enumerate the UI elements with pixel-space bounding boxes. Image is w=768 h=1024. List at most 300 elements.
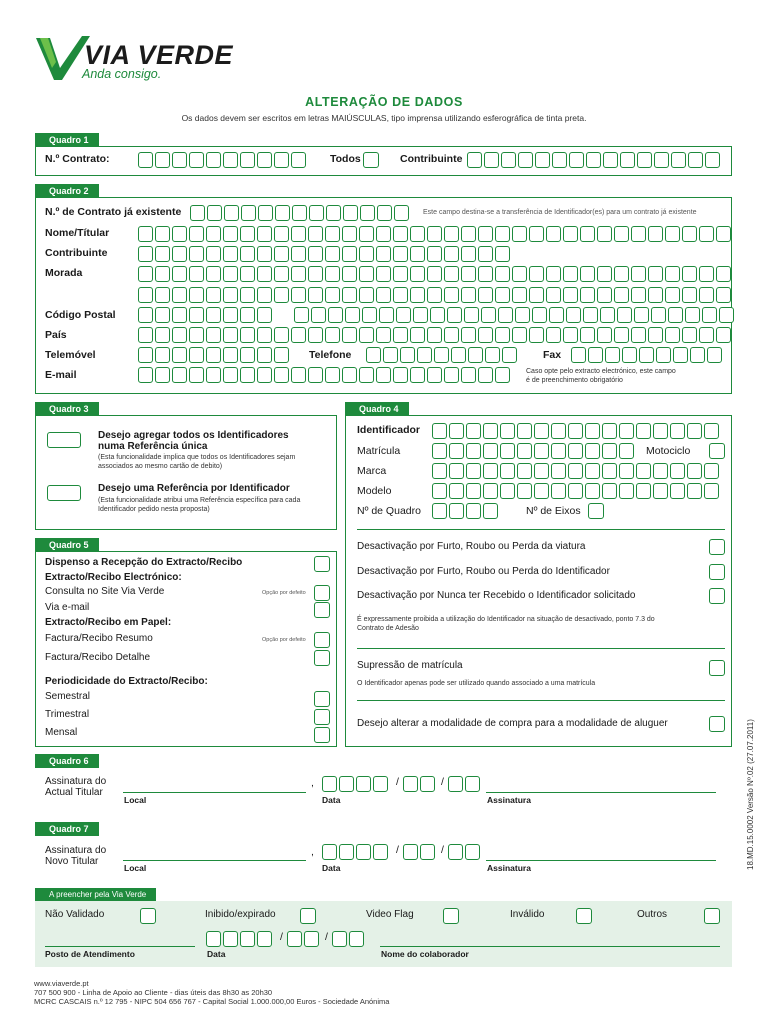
char-box[interactable] <box>517 483 532 499</box>
email-input[interactable] <box>138 367 510 383</box>
char-box[interactable] <box>223 367 238 383</box>
contrato-input[interactable] <box>138 152 306 168</box>
char-box[interactable] <box>359 367 374 383</box>
char-box[interactable] <box>483 423 498 439</box>
char-box[interactable] <box>430 307 445 323</box>
char-box[interactable] <box>356 844 371 860</box>
char-box[interactable] <box>648 266 663 282</box>
char-box[interactable] <box>257 367 272 383</box>
char-box[interactable] <box>467 152 482 168</box>
consulta-checkbox[interactable] <box>314 585 330 601</box>
char-box[interactable] <box>461 367 476 383</box>
char-box[interactable] <box>206 931 221 947</box>
char-box[interactable] <box>500 463 515 479</box>
char-box[interactable] <box>529 327 544 343</box>
char-box[interactable] <box>427 287 442 303</box>
char-box[interactable] <box>325 226 340 242</box>
char-box[interactable] <box>571 347 586 363</box>
char-box[interactable] <box>189 327 204 343</box>
char-box[interactable] <box>308 246 323 262</box>
telemovel-input[interactable] <box>138 347 289 363</box>
char-box[interactable] <box>138 307 153 323</box>
char-box[interactable] <box>376 367 391 383</box>
char-box[interactable] <box>342 226 357 242</box>
char-box[interactable] <box>339 844 354 860</box>
char-box[interactable] <box>512 327 527 343</box>
assinatura-line[interactable] <box>486 792 716 793</box>
char-box[interactable] <box>403 776 418 792</box>
char-box[interactable] <box>189 367 204 383</box>
semestral-checkbox[interactable] <box>314 691 330 707</box>
nao-validado-checkbox[interactable] <box>140 908 156 924</box>
char-box[interactable] <box>339 776 354 792</box>
char-box[interactable] <box>189 226 204 242</box>
char-box[interactable] <box>172 152 187 168</box>
char-box[interactable] <box>583 307 598 323</box>
char-box[interactable] <box>648 226 663 242</box>
char-box[interactable] <box>704 483 719 499</box>
char-box[interactable] <box>500 483 515 499</box>
char-box[interactable] <box>342 266 357 282</box>
char-box[interactable] <box>403 844 418 860</box>
char-box[interactable] <box>356 776 371 792</box>
vv-date-year[interactable] <box>332 931 364 947</box>
char-box[interactable] <box>393 367 408 383</box>
char-box[interactable] <box>580 327 595 343</box>
char-box[interactable] <box>485 347 500 363</box>
char-box[interactable] <box>619 423 634 439</box>
char-box[interactable] <box>585 423 600 439</box>
char-box[interactable] <box>546 266 561 282</box>
char-box[interactable] <box>138 327 153 343</box>
char-box[interactable] <box>304 931 319 947</box>
char-box[interactable] <box>308 287 323 303</box>
matricula-input[interactable] <box>432 443 634 459</box>
char-box[interactable] <box>597 287 612 303</box>
char-box[interactable] <box>478 287 493 303</box>
char-box[interactable] <box>614 266 629 282</box>
char-box[interactable] <box>534 443 549 459</box>
char-box[interactable] <box>654 152 669 168</box>
char-box[interactable] <box>138 367 153 383</box>
char-box[interactable] <box>410 226 425 242</box>
char-box[interactable] <box>240 367 255 383</box>
char-box[interactable] <box>366 347 381 363</box>
char-box[interactable] <box>342 367 357 383</box>
char-box[interactable] <box>585 483 600 499</box>
char-box[interactable] <box>665 287 680 303</box>
char-box[interactable] <box>393 246 408 262</box>
char-box[interactable] <box>308 367 323 383</box>
char-box[interactable] <box>207 205 222 221</box>
char-box[interactable] <box>155 347 170 363</box>
char-box[interactable] <box>155 367 170 383</box>
char-box[interactable] <box>639 347 654 363</box>
char-box[interactable] <box>206 246 221 262</box>
char-box[interactable] <box>466 463 481 479</box>
char-box[interactable] <box>432 483 447 499</box>
char-box[interactable] <box>631 287 646 303</box>
char-box[interactable] <box>602 423 617 439</box>
inibido-checkbox[interactable] <box>300 908 316 924</box>
char-box[interactable] <box>449 463 464 479</box>
char-box[interactable] <box>688 152 703 168</box>
char-box[interactable] <box>588 347 603 363</box>
char-box[interactable] <box>223 931 238 947</box>
char-box[interactable] <box>668 307 683 323</box>
char-box[interactable] <box>240 226 255 242</box>
char-box[interactable] <box>376 266 391 282</box>
char-box[interactable] <box>349 931 364 947</box>
char-box[interactable] <box>342 246 357 262</box>
char-box[interactable] <box>410 246 425 262</box>
char-box[interactable] <box>552 152 567 168</box>
char-box[interactable] <box>172 327 187 343</box>
char-box[interactable] <box>682 287 697 303</box>
char-box[interactable] <box>257 931 272 947</box>
char-box[interactable] <box>546 327 561 343</box>
char-box[interactable] <box>432 503 447 519</box>
char-box[interactable] <box>517 423 532 439</box>
char-box[interactable] <box>427 327 442 343</box>
char-box[interactable] <box>444 226 459 242</box>
char-box[interactable] <box>512 287 527 303</box>
char-box[interactable] <box>580 287 595 303</box>
char-box[interactable] <box>636 423 651 439</box>
char-box[interactable] <box>394 205 409 221</box>
char-box[interactable] <box>291 152 306 168</box>
char-box[interactable] <box>580 266 595 282</box>
char-box[interactable] <box>240 152 255 168</box>
char-box[interactable] <box>671 152 686 168</box>
char-box[interactable] <box>393 266 408 282</box>
char-box[interactable] <box>690 347 705 363</box>
char-box[interactable] <box>241 205 256 221</box>
char-box[interactable] <box>359 246 374 262</box>
char-box[interactable] <box>631 327 646 343</box>
char-box[interactable] <box>189 287 204 303</box>
char-box[interactable] <box>172 246 187 262</box>
char-box[interactable] <box>376 327 391 343</box>
char-box[interactable] <box>189 307 204 323</box>
char-box[interactable] <box>189 347 204 363</box>
char-box[interactable] <box>240 246 255 262</box>
char-box[interactable] <box>328 307 343 323</box>
via-email-checkbox[interactable] <box>314 602 330 618</box>
char-box[interactable] <box>495 367 510 383</box>
char-box[interactable] <box>291 287 306 303</box>
char-box[interactable] <box>257 287 272 303</box>
char-box[interactable] <box>223 347 238 363</box>
char-box[interactable] <box>687 463 702 479</box>
char-box[interactable] <box>240 931 255 947</box>
char-box[interactable] <box>240 347 255 363</box>
char-box[interactable] <box>605 347 620 363</box>
char-box[interactable] <box>704 423 719 439</box>
identificador-input[interactable] <box>432 423 719 439</box>
char-box[interactable] <box>673 347 688 363</box>
char-box[interactable] <box>665 226 680 242</box>
pais-input[interactable] <box>138 327 731 343</box>
char-box[interactable] <box>551 423 566 439</box>
video-flag-checkbox[interactable] <box>443 908 459 924</box>
char-box[interactable] <box>653 483 668 499</box>
char-box[interactable] <box>291 367 306 383</box>
char-box[interactable] <box>568 463 583 479</box>
date-month-input[interactable] <box>403 844 435 860</box>
char-box[interactable] <box>670 423 685 439</box>
char-box[interactable] <box>665 266 680 282</box>
char-box[interactable] <box>512 226 527 242</box>
char-box[interactable] <box>529 226 544 242</box>
char-box[interactable] <box>597 327 612 343</box>
char-box[interactable] <box>602 483 617 499</box>
char-box[interactable] <box>309 205 324 221</box>
char-box[interactable] <box>223 327 238 343</box>
char-box[interactable] <box>206 307 221 323</box>
char-box[interactable] <box>155 327 170 343</box>
char-box[interactable] <box>551 483 566 499</box>
char-box[interactable] <box>495 287 510 303</box>
nome-input[interactable] <box>138 226 731 242</box>
char-box[interactable] <box>566 307 581 323</box>
char-box[interactable] <box>707 347 722 363</box>
char-box[interactable] <box>546 287 561 303</box>
char-box[interactable] <box>257 246 272 262</box>
char-box[interactable] <box>206 347 221 363</box>
char-box[interactable] <box>563 226 578 242</box>
char-box[interactable] <box>376 246 391 262</box>
char-box[interactable] <box>360 205 375 221</box>
char-box[interactable] <box>597 266 612 282</box>
char-box[interactable] <box>585 463 600 479</box>
char-box[interactable] <box>653 463 668 479</box>
char-box[interactable] <box>257 266 272 282</box>
char-box[interactable] <box>172 307 187 323</box>
char-box[interactable] <box>568 483 583 499</box>
char-box[interactable] <box>138 347 153 363</box>
char-box[interactable] <box>359 287 374 303</box>
char-box[interactable] <box>619 463 634 479</box>
char-box[interactable] <box>636 463 651 479</box>
char-box[interactable] <box>449 423 464 439</box>
char-box[interactable] <box>274 287 289 303</box>
char-box[interactable] <box>393 226 408 242</box>
char-box[interactable] <box>224 205 239 221</box>
agregar-checkbox[interactable] <box>47 432 81 448</box>
char-box[interactable] <box>483 463 498 479</box>
char-box[interactable] <box>155 246 170 262</box>
char-box[interactable] <box>501 152 516 168</box>
char-box[interactable] <box>603 152 618 168</box>
char-box[interactable] <box>682 266 697 282</box>
char-box[interactable] <box>326 205 341 221</box>
char-box[interactable] <box>518 152 533 168</box>
char-box[interactable] <box>257 152 272 168</box>
detalhe-checkbox[interactable] <box>314 650 330 666</box>
char-box[interactable] <box>478 327 493 343</box>
referencia-checkbox[interactable] <box>47 485 81 501</box>
char-box[interactable] <box>483 483 498 499</box>
char-box[interactable] <box>682 226 697 242</box>
date-day-input[interactable] <box>322 844 388 860</box>
char-box[interactable] <box>223 287 238 303</box>
date-year-input[interactable] <box>448 844 480 860</box>
char-box[interactable] <box>461 226 476 242</box>
char-box[interactable] <box>373 776 388 792</box>
char-box[interactable] <box>377 205 392 221</box>
char-box[interactable] <box>502 347 517 363</box>
contribuinte1-input[interactable] <box>467 152 720 168</box>
char-box[interactable] <box>704 463 719 479</box>
char-box[interactable] <box>155 287 170 303</box>
char-box[interactable] <box>495 226 510 242</box>
char-box[interactable] <box>716 287 731 303</box>
char-box[interactable] <box>619 443 634 459</box>
char-box[interactable] <box>529 266 544 282</box>
char-box[interactable] <box>172 266 187 282</box>
char-box[interactable] <box>484 152 499 168</box>
char-box[interactable] <box>172 347 187 363</box>
char-box[interactable] <box>413 307 428 323</box>
char-box[interactable] <box>223 266 238 282</box>
char-box[interactable] <box>410 287 425 303</box>
char-box[interactable] <box>223 307 238 323</box>
char-box[interactable] <box>373 844 388 860</box>
char-box[interactable] <box>483 503 498 519</box>
char-box[interactable] <box>291 246 306 262</box>
char-box[interactable] <box>257 327 272 343</box>
telefone-input[interactable] <box>366 347 517 363</box>
char-box[interactable] <box>534 423 549 439</box>
aluguer-checkbox[interactable] <box>709 716 725 732</box>
char-box[interactable] <box>257 226 272 242</box>
char-box[interactable] <box>665 327 680 343</box>
char-box[interactable] <box>619 483 634 499</box>
char-box[interactable] <box>549 307 564 323</box>
char-box[interactable] <box>155 226 170 242</box>
char-box[interactable] <box>512 266 527 282</box>
char-box[interactable] <box>308 327 323 343</box>
char-box[interactable] <box>325 246 340 262</box>
char-box[interactable] <box>551 463 566 479</box>
char-box[interactable] <box>427 367 442 383</box>
char-box[interactable] <box>517 463 532 479</box>
char-box[interactable] <box>716 327 731 343</box>
char-box[interactable] <box>466 443 481 459</box>
char-box[interactable] <box>223 246 238 262</box>
char-box[interactable] <box>287 931 302 947</box>
char-box[interactable] <box>396 307 411 323</box>
char-box[interactable] <box>517 443 532 459</box>
char-box[interactable] <box>379 307 394 323</box>
char-box[interactable] <box>602 463 617 479</box>
outros-checkbox[interactable] <box>704 908 720 924</box>
char-box[interactable] <box>325 327 340 343</box>
char-box[interactable] <box>580 226 595 242</box>
char-box[interactable] <box>449 443 464 459</box>
char-box[interactable] <box>274 226 289 242</box>
char-box[interactable] <box>240 307 255 323</box>
char-box[interactable] <box>376 287 391 303</box>
char-box[interactable] <box>466 503 481 519</box>
char-box[interactable] <box>427 226 442 242</box>
char-box[interactable] <box>138 287 153 303</box>
char-box[interactable] <box>461 287 476 303</box>
char-box[interactable] <box>500 423 515 439</box>
char-box[interactable] <box>614 327 629 343</box>
char-box[interactable] <box>274 327 289 343</box>
dispenso-checkbox[interactable] <box>314 556 330 572</box>
char-box[interactable] <box>620 152 635 168</box>
char-box[interactable] <box>448 844 463 860</box>
char-box[interactable] <box>291 266 306 282</box>
supressao-checkbox[interactable] <box>709 660 725 676</box>
quadro-input[interactable] <box>432 503 498 519</box>
char-box[interactable] <box>699 327 714 343</box>
colaborador-line[interactable] <box>380 946 720 947</box>
char-box[interactable] <box>478 226 493 242</box>
char-box[interactable] <box>206 226 221 242</box>
char-box[interactable] <box>308 226 323 242</box>
char-box[interactable] <box>478 367 493 383</box>
char-box[interactable] <box>393 327 408 343</box>
char-box[interactable] <box>563 287 578 303</box>
char-box[interactable] <box>617 307 632 323</box>
char-box[interactable] <box>483 443 498 459</box>
date-year-input[interactable] <box>448 776 480 792</box>
char-box[interactable] <box>383 347 398 363</box>
char-box[interactable] <box>534 463 549 479</box>
char-box[interactable] <box>495 246 510 262</box>
trimestral-checkbox[interactable] <box>314 709 330 725</box>
char-box[interactable] <box>466 483 481 499</box>
char-box[interactable] <box>478 246 493 262</box>
char-box[interactable] <box>362 307 377 323</box>
char-box[interactable] <box>468 347 483 363</box>
char-box[interactable] <box>294 307 309 323</box>
char-box[interactable] <box>359 226 374 242</box>
char-box[interactable] <box>461 246 476 262</box>
char-box[interactable] <box>420 844 435 860</box>
char-box[interactable] <box>569 152 584 168</box>
char-box[interactable] <box>292 205 307 221</box>
char-box[interactable] <box>461 266 476 282</box>
char-box[interactable] <box>343 205 358 221</box>
char-box[interactable] <box>449 503 464 519</box>
char-box[interactable] <box>274 246 289 262</box>
char-box[interactable] <box>138 152 153 168</box>
char-box[interactable] <box>138 246 153 262</box>
char-box[interactable] <box>653 423 668 439</box>
char-box[interactable] <box>189 246 204 262</box>
char-box[interactable] <box>716 266 731 282</box>
char-box[interactable] <box>687 423 702 439</box>
todos-checkbox[interactable] <box>363 152 379 168</box>
char-box[interactable] <box>342 327 357 343</box>
char-box[interactable] <box>451 347 466 363</box>
char-box[interactable] <box>444 287 459 303</box>
char-box[interactable] <box>631 226 646 242</box>
char-box[interactable] <box>322 844 337 860</box>
char-box[interactable] <box>274 347 289 363</box>
char-box[interactable] <box>699 287 714 303</box>
char-box[interactable] <box>172 367 187 383</box>
assinatura-line[interactable] <box>486 860 716 861</box>
char-box[interactable] <box>434 347 449 363</box>
morada-input-1[interactable] <box>138 266 731 282</box>
char-box[interactable] <box>563 266 578 282</box>
